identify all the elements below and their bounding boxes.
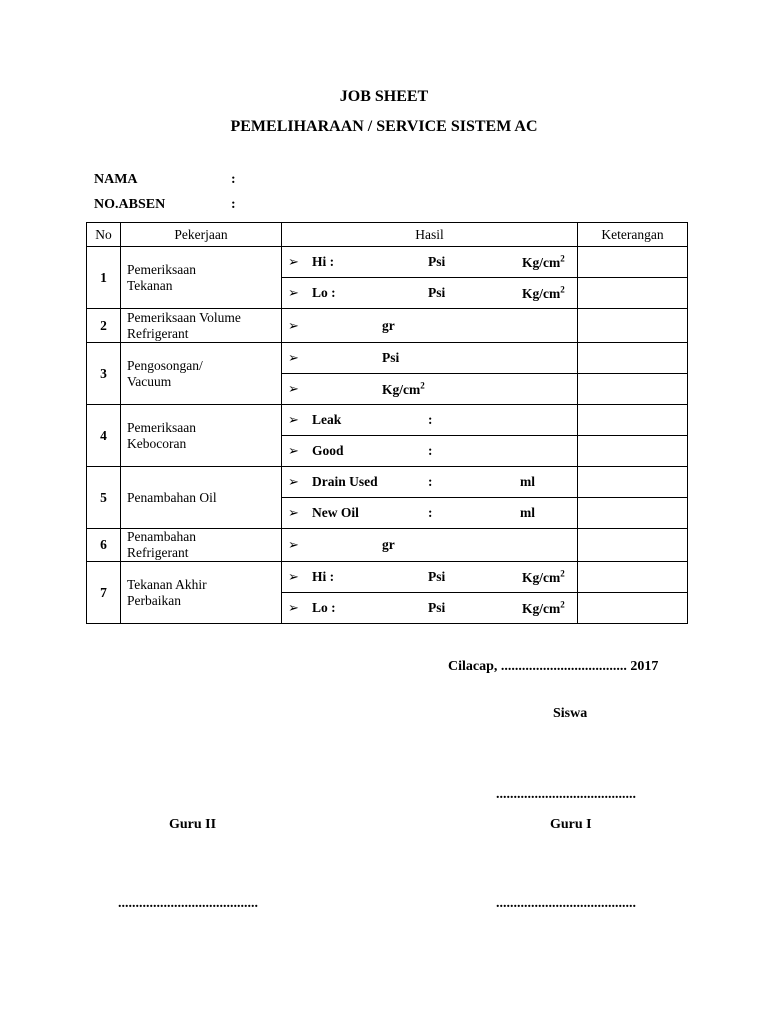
- colon: :: [428, 505, 433, 520]
- arrow-bullet-icon: ➢: [288, 537, 299, 552]
- ml-unit: ml: [520, 474, 535, 489]
- row-job: [121, 529, 282, 562]
- job-line: Refrigerant: [127, 325, 189, 341]
- kgcm-text: Kg/cm: [522, 285, 561, 301]
- guru2-label: Guru II: [169, 817, 217, 832]
- row-job: [121, 247, 282, 309]
- drain-used-label: Drain Used: [312, 474, 378, 489]
- result-cell: [282, 374, 578, 405]
- job-line: Pengosongan/: [127, 357, 203, 373]
- table-header-row: [87, 223, 688, 247]
- table-row: [87, 309, 688, 343]
- row-job: [121, 405, 282, 467]
- job-line: Tekanan Akhir: [127, 576, 207, 592]
- arrow-bullet-icon: ➢: [288, 569, 299, 584]
- result-cell: [282, 467, 578, 498]
- new-oil-label: New Oil: [312, 505, 359, 520]
- row-job: [121, 467, 282, 529]
- keterangan-cell[interactable]: [578, 593, 688, 624]
- kgcm-text: Kg/cm: [382, 381, 421, 397]
- job-line: Pemeriksaan: [127, 261, 196, 277]
- row-number: 2: [87, 309, 121, 343]
- kgcm-sup: 2: [560, 568, 565, 579]
- psi-unit: Psi: [428, 569, 446, 584]
- arrow-bullet-icon: ➢: [288, 443, 299, 458]
- job-line: Pemeriksaan Volume: [127, 309, 241, 325]
- row-job: [121, 343, 282, 405]
- keterangan-cell[interactable]: [578, 436, 688, 467]
- job-line: Refrigerant: [127, 545, 189, 560]
- result-cell: [282, 498, 578, 529]
- job-line: Vacuum: [127, 373, 172, 389]
- arrow-bullet-icon: ➢: [288, 600, 299, 615]
- kgcm-unit: [382, 380, 425, 398]
- result-cell: [282, 247, 578, 278]
- job-line: Tekanan: [127, 277, 173, 293]
- kgcm-text: Kg/cm: [522, 254, 561, 270]
- guru2-signature-line: ........................................: [118, 896, 258, 911]
- job-line: Perbaikan: [127, 592, 181, 608]
- table-row: [87, 529, 688, 562]
- table-row: [87, 247, 688, 278]
- result-cell: [282, 309, 578, 343]
- page-subtitle: PEMELIHARAAN / SERVICE SISTEM AC: [230, 118, 538, 135]
- guru1-signature-line: ........................................: [496, 896, 636, 911]
- keterangan-cell[interactable]: [578, 278, 688, 309]
- result-cell: [282, 343, 578, 374]
- gr-unit: gr: [382, 317, 395, 333]
- arrow-bullet-icon: ➢: [288, 285, 299, 300]
- psi-unit: Psi: [428, 254, 446, 269]
- table-row: [87, 562, 688, 593]
- keterangan-cell[interactable]: [578, 498, 688, 529]
- keterangan-cell[interactable]: [578, 529, 688, 562]
- keterangan-cell[interactable]: [578, 374, 688, 405]
- colon: :: [428, 412, 433, 427]
- row-number: 4: [87, 405, 121, 467]
- kgcm-unit: [522, 599, 565, 617]
- lo-label: Lo :: [312, 285, 336, 300]
- colon: :: [428, 443, 433, 458]
- hi-label: Hi :: [312, 569, 335, 584]
- arrow-bullet-icon: ➢: [288, 412, 299, 427]
- arrow-bullet-icon: ➢: [288, 381, 299, 396]
- result-cell: [282, 405, 578, 436]
- keterangan-cell[interactable]: [578, 405, 688, 436]
- job-line: Penambahan Oil: [127, 489, 217, 505]
- kgcm-text: Kg/cm: [522, 569, 561, 585]
- gr-unit: gr: [382, 537, 395, 552]
- guru1-label: Guru I: [550, 817, 592, 832]
- row-job: [121, 309, 282, 343]
- job-line: Pemeriksaan: [127, 419, 196, 435]
- header-pekerjaan: Pekerjaan: [121, 223, 282, 247]
- place-date: Cilacap, .................................... 2017: [448, 659, 659, 674]
- nama-colon: :: [231, 172, 236, 187]
- arrow-bullet-icon: ➢: [288, 254, 299, 269]
- colon: :: [428, 474, 433, 489]
- job-line: Penambahan: [127, 529, 196, 544]
- nama-label: NAMA: [94, 172, 138, 187]
- kgcm-sup: 2: [560, 253, 565, 264]
- arrow-bullet-icon: ➢: [288, 350, 299, 365]
- header-no: No: [87, 223, 121, 247]
- ml-unit: ml: [520, 505, 535, 520]
- arrow-bullet-icon: ➢: [288, 505, 299, 520]
- keterangan-cell[interactable]: [578, 467, 688, 498]
- result-cell: [282, 593, 578, 624]
- good-label: Good: [312, 443, 344, 458]
- lo-label: Lo :: [312, 600, 336, 615]
- absen-label: NO.ABSEN: [94, 197, 166, 212]
- row-job: [121, 562, 282, 624]
- row-number: 3: [87, 343, 121, 405]
- row-number: 1: [87, 247, 121, 309]
- kgcm-unit: [522, 284, 565, 302]
- result-cell: [282, 436, 578, 467]
- psi-unit: Psi: [428, 285, 446, 300]
- arrow-bullet-icon: ➢: [288, 317, 299, 333]
- keterangan-cell[interactable]: [578, 309, 688, 343]
- siswa-label: Siswa: [553, 706, 588, 721]
- table-row: [87, 405, 688, 436]
- page-title: JOB SHEET: [339, 88, 429, 105]
- psi-unit: Psi: [382, 350, 400, 365]
- keterangan-cell[interactable]: [578, 562, 688, 593]
- kgcm-text: Kg/cm: [522, 600, 561, 616]
- kgcm-sup: 2: [420, 380, 425, 391]
- psi-unit: Psi: [428, 600, 446, 615]
- keterangan-cell[interactable]: [578, 343, 688, 374]
- kgcm-sup: 2: [560, 284, 565, 295]
- table-row: [87, 343, 688, 374]
- result-cell: [282, 562, 578, 593]
- job-line: Kebocoran: [127, 435, 187, 451]
- table-row: [87, 467, 688, 498]
- row-number: 5: [87, 467, 121, 529]
- result-cell: [282, 529, 578, 562]
- header-hasil: Hasil: [282, 223, 578, 247]
- siswa-signature-line: ........................................: [496, 787, 636, 802]
- row-number: 6: [87, 529, 121, 562]
- leak-label: Leak: [312, 412, 342, 427]
- row-number: 7: [87, 562, 121, 624]
- job-table: [86, 222, 688, 624]
- kgcm-sup: 2: [560, 599, 565, 610]
- header-keterangan: Keterangan: [578, 223, 688, 247]
- kgcm-unit: [522, 253, 565, 271]
- result-cell: [282, 278, 578, 309]
- keterangan-cell[interactable]: [578, 247, 688, 278]
- absen-colon: :: [231, 197, 236, 212]
- arrow-bullet-icon: ➢: [288, 474, 299, 489]
- hi-label: Hi :: [312, 254, 335, 269]
- kgcm-unit: [522, 568, 565, 586]
